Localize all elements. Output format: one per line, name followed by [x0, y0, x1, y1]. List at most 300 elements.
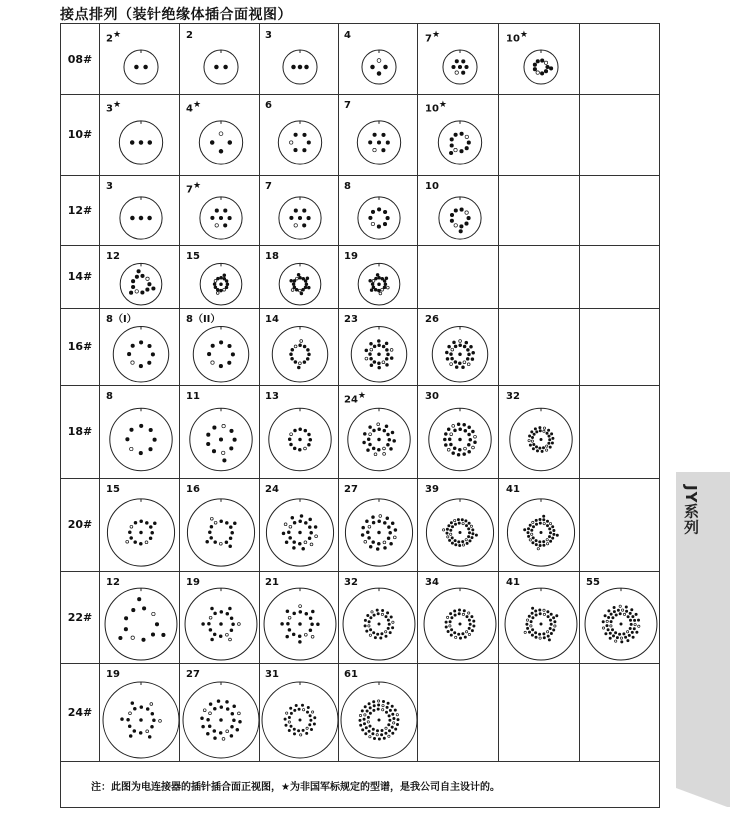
contact-pin: [148, 344, 151, 347]
contact-pin: [528, 615, 530, 617]
contact-pin: [543, 540, 545, 542]
contact-pin: [220, 706, 223, 709]
insert-cell: [418, 175, 499, 245]
contact-pin: [211, 638, 214, 641]
contact-pin: [387, 619, 389, 621]
insert-cell: [337, 175, 418, 245]
contact-pin: [223, 277, 226, 280]
contact-pin: [465, 135, 468, 138]
contact-pin: [474, 435, 477, 438]
insert-face-diagram: [258, 663, 338, 761]
contact-pin: [385, 732, 387, 734]
insert-cell: [337, 245, 418, 308]
insert-cell: [99, 571, 180, 663]
contact-pin: [454, 632, 456, 634]
contact-pin: [454, 224, 457, 227]
contact-pin: [133, 730, 136, 733]
insert-cell: [579, 94, 659, 175]
contact-pin: [299, 531, 302, 534]
contact-pin: [470, 525, 472, 527]
contact-pin: [214, 612, 217, 615]
contact-pin: [554, 621, 556, 623]
insert-face-diagram: [418, 478, 498, 571]
contact-pin: [292, 633, 295, 636]
contact-count: 19: [186, 577, 200, 588]
contact-pin: [393, 717, 395, 719]
contact-pin: [526, 623, 528, 625]
contact-pin: [388, 715, 390, 717]
contact-pin: [365, 727, 367, 729]
contact-pin: [371, 283, 374, 286]
contact-pin: [468, 619, 470, 621]
insert-cell: [258, 308, 339, 385]
contact-pin: [458, 609, 460, 611]
contact-pin: [383, 522, 386, 525]
contact-pin: [450, 529, 452, 531]
insulator-outline: [272, 327, 327, 382]
contact-pin: [372, 521, 375, 524]
insert-face-diagram: [337, 571, 417, 663]
contact-pin: [468, 528, 470, 530]
insert-cell: [418, 385, 499, 478]
contact-pin: [384, 547, 387, 550]
shell-size-label: 12#: [61, 175, 100, 245]
contact-pin: [151, 633, 154, 636]
contact-pin: [208, 622, 211, 625]
contact-pin: [467, 141, 470, 144]
contact-pin: [552, 526, 554, 528]
contact-pin: [529, 444, 531, 446]
contact-pin: [387, 353, 390, 356]
contact-pin: [539, 430, 541, 432]
contact-pin: [149, 448, 152, 451]
contact-pin: [370, 348, 373, 351]
contact-pin: [543, 519, 545, 521]
contact-pin: [552, 537, 554, 539]
contact-pin: [613, 606, 615, 608]
insert-face-diagram: [579, 571, 659, 663]
contact-pin: [390, 357, 393, 360]
contact-pin: [459, 531, 461, 533]
contact-pin: [363, 718, 365, 720]
contact-pin: [366, 710, 368, 712]
contact-count: 19: [344, 251, 358, 262]
contact-pin: [220, 719, 223, 722]
insert-face-diagram: [418, 94, 498, 175]
contact-count: 10: [506, 33, 520, 45]
contact-pin: [389, 531, 392, 534]
contact-pin: [633, 619, 635, 621]
contact-pin: [552, 617, 554, 619]
contact-pin: [449, 621, 451, 623]
contact-pin: [455, 636, 457, 638]
contact-pin: [287, 622, 290, 625]
contact-pin: [377, 542, 380, 545]
contact-pin: [382, 704, 384, 706]
insert-cell: [99, 24, 180, 94]
contact-pin: [223, 274, 226, 277]
insert-cell: [99, 478, 180, 571]
contact-pin: [604, 615, 606, 617]
contact-pin: [548, 639, 550, 641]
contact-pin: [454, 519, 456, 521]
insert-cell: [418, 663, 499, 761]
contact-pin: [610, 625, 612, 627]
insert-cell: [179, 94, 260, 175]
contact-pin: [225, 280, 228, 283]
contact-pin: [468, 433, 471, 436]
contact-pin: [619, 605, 621, 607]
contact-pin: [463, 345, 466, 348]
contact-pin: [295, 288, 298, 291]
contact-pin: [374, 288, 377, 291]
contact-pin: [151, 531, 154, 534]
contact-pin: [536, 71, 539, 74]
contact-count: 21: [265, 577, 279, 588]
contact-pin: [369, 545, 372, 548]
contact-pin: [364, 625, 366, 627]
contact-pin: [468, 450, 471, 453]
contact-pin: [548, 442, 550, 444]
contact-pin: [447, 536, 449, 538]
contact-pin: [378, 353, 381, 356]
contact-count: 18: [265, 251, 279, 262]
contact-pin: [533, 63, 536, 66]
contact-pin: [298, 448, 301, 451]
star-icon: ★: [519, 30, 528, 40]
contact-pin: [229, 526, 232, 529]
insert-face-diagram: [258, 308, 338, 385]
contact-pin: [625, 610, 627, 612]
contact-pin: [226, 612, 229, 615]
shell-size-label: 08#: [61, 24, 100, 94]
contact-pin: [377, 700, 379, 702]
contact-pin: [391, 627, 393, 629]
contact-pin: [231, 353, 234, 356]
contact-pin: [620, 637, 622, 639]
contact-pin: [224, 65, 228, 69]
insulator-outline: [120, 263, 162, 305]
contact-pin: [373, 701, 375, 703]
contact-pin: [458, 448, 461, 451]
contact-pin: [388, 623, 390, 625]
contact-pin: [540, 531, 542, 533]
insert-cell: [579, 245, 659, 308]
contact-pin: [556, 534, 558, 536]
contact-pin: [209, 703, 212, 706]
contact-pin: [464, 447, 467, 450]
contact-pin: [387, 537, 390, 540]
contact-pin: [361, 534, 364, 537]
contact-pin: [531, 612, 533, 614]
contact-pin: [298, 65, 302, 69]
contact-pin: [373, 361, 376, 364]
contact-pin: [458, 65, 461, 68]
contact-pin: [384, 65, 388, 69]
contact-pin: [290, 433, 293, 436]
contact-pin: [228, 141, 232, 145]
insert-cell: [179, 478, 260, 571]
contact-pin: [530, 625, 532, 627]
contact-pin: [293, 521, 296, 524]
contact-pin: [449, 151, 452, 154]
contact-pin: [381, 633, 383, 635]
insert-face-diagram: [418, 308, 498, 385]
contact-pin: [364, 619, 366, 621]
contact-pin: [471, 615, 473, 617]
shell-row: [61, 94, 659, 176]
contact-pin: [307, 216, 310, 219]
contact-pin: [539, 447, 541, 449]
contact-pin: [539, 518, 541, 520]
insert-cell: [337, 663, 418, 761]
contact-pin: [368, 537, 371, 540]
contact-pin: [530, 620, 532, 622]
contact-pin: [306, 732, 308, 734]
contact-pin: [282, 532, 285, 535]
contact-pin: [308, 433, 311, 436]
contact-pin: [382, 361, 385, 364]
contact-pin: [451, 357, 454, 360]
contact-pin: [388, 730, 390, 732]
contact-pin: [310, 543, 313, 546]
contact-pin: [131, 636, 134, 639]
insulator-outline: [278, 121, 321, 164]
contact-pin: [138, 598, 141, 601]
contact-pin: [231, 725, 234, 728]
insert-cell: [499, 94, 580, 175]
insert-cell: [579, 385, 659, 478]
contact-pin: [281, 623, 284, 626]
contact-pin: [385, 425, 388, 428]
contact-pin: [387, 443, 390, 446]
contact-pin: [390, 542, 393, 545]
contact-pin: [532, 521, 534, 523]
contact-pin: [220, 611, 223, 614]
contact-pin: [550, 632, 552, 634]
contact-pin: [546, 432, 548, 434]
contact-pin: [302, 709, 304, 711]
contact-pin: [528, 631, 530, 633]
insert-face-diagram: [258, 385, 338, 478]
contact-pin: [220, 289, 223, 292]
contact-pin: [369, 433, 372, 436]
contact-pin: [556, 615, 558, 617]
contact-pin: [632, 636, 634, 638]
contact-pin: [531, 431, 533, 433]
contact-pin: [553, 629, 555, 631]
contact-pin: [531, 436, 533, 438]
contact-pin: [124, 617, 127, 620]
contact-count: 2: [186, 30, 193, 41]
contact-pin: [450, 138, 453, 141]
contact-pin: [213, 633, 216, 636]
contact-pin: [297, 366, 300, 369]
contact-pin: [219, 732, 222, 735]
contact-pin: [386, 216, 389, 219]
contact-pin: [458, 541, 460, 543]
contact-pin: [149, 428, 152, 431]
contact-pin: [207, 433, 210, 436]
contact-pin: [376, 548, 379, 551]
contact-pin: [211, 361, 214, 364]
contact-pin: [230, 429, 233, 432]
contact-pin: [369, 736, 371, 738]
contact-pin: [311, 623, 314, 626]
contact-pin: [302, 288, 305, 291]
contact-pin: [543, 522, 545, 524]
contact-pin: [373, 345, 376, 348]
contact-pin: [369, 707, 371, 709]
contact-pin: [140, 719, 143, 722]
contact-pin: [220, 623, 223, 626]
contact-pin: [365, 733, 367, 735]
contact-pin: [450, 219, 453, 222]
contact-pin: [458, 613, 460, 615]
contact-count: 3: [106, 181, 113, 192]
contact-pin: [119, 636, 122, 639]
contact-pin: [451, 537, 453, 539]
contact-pin: [298, 708, 300, 710]
contact-pin: [463, 453, 466, 456]
contact-pin: [543, 427, 545, 429]
contact-pin: [552, 437, 554, 439]
contact-pin: [311, 635, 314, 638]
contact-pin: [370, 617, 372, 619]
insert-face-diagram: [99, 571, 179, 663]
contact-pin: [214, 286, 217, 289]
insert-cell: [337, 478, 418, 571]
contact-pin: [294, 209, 297, 212]
contact-pin: [529, 539, 531, 541]
contact-pin: [214, 737, 217, 740]
contact-pin: [364, 706, 366, 708]
insert-face-diagram: [179, 308, 259, 385]
contact-pin: [369, 725, 371, 727]
contact-pin: [383, 210, 386, 213]
contact-pin: [465, 520, 467, 522]
contact-pin: [132, 608, 135, 611]
contact-pin: [303, 361, 306, 364]
contact-pin: [303, 345, 306, 348]
contact-pin: [290, 712, 292, 714]
contact-pin: [384, 283, 387, 286]
contact-pin: [298, 635, 301, 638]
insert-face-diagram: [258, 478, 338, 571]
contact-pin: [317, 623, 320, 626]
contact-pin: [550, 433, 552, 435]
contact-pin: [373, 632, 375, 634]
contact-pin: [388, 724, 390, 726]
contact-pin: [534, 428, 536, 430]
contact-pin: [233, 438, 236, 441]
insert-cell: [499, 663, 580, 761]
insert-cell: [499, 571, 580, 663]
insert-cell: [418, 571, 499, 663]
contact-pin: [380, 734, 382, 736]
shell-size-label: 18#: [61, 385, 100, 478]
contact-pin: [148, 283, 151, 286]
contact-pin: [238, 623, 241, 626]
insert-face-diagram: [337, 175, 417, 245]
contact-pin: [452, 425, 455, 428]
contact-pin: [141, 274, 144, 277]
insert-cell: [418, 308, 499, 385]
contact-pin: [290, 707, 292, 709]
insert-cell: [179, 308, 260, 385]
contact-pin: [231, 712, 234, 715]
contact-count: 13: [265, 391, 279, 402]
insert-cell: [579, 175, 659, 245]
contact-pin: [300, 292, 303, 295]
contact-pin: [613, 610, 615, 612]
contact-pin: [314, 526, 317, 529]
contact-pin: [378, 289, 381, 292]
insert-cell: [258, 245, 339, 308]
insert-cell: [258, 571, 339, 663]
contact-pin: [381, 288, 384, 291]
contact-pin: [623, 633, 625, 635]
contact-pin: [208, 725, 211, 728]
contact-pin: [459, 438, 462, 441]
contact-pin: [294, 133, 297, 136]
contact-pin: [612, 635, 614, 637]
contact-pin: [370, 342, 373, 345]
insert-cell: [499, 245, 580, 308]
contact-pin: [381, 729, 383, 731]
contact-pin: [299, 641, 302, 644]
contact-pin: [304, 541, 307, 544]
contact-pin: [550, 613, 552, 615]
insert-face-diagram: [179, 571, 259, 663]
contact-pin: [534, 632, 536, 634]
contact-pin: [467, 363, 470, 366]
contact-pin: [465, 631, 467, 633]
contact-count: 8: [106, 391, 113, 402]
insert-face-diagram: [337, 663, 417, 761]
contact-pin: [385, 727, 387, 729]
contact-pin: [548, 435, 550, 437]
contact-pin: [460, 132, 463, 135]
contact-pin: [469, 540, 471, 542]
insert-cell: [418, 478, 499, 571]
contact-pin: [369, 634, 371, 636]
contact-pin: [383, 222, 386, 225]
contact-pin: [233, 719, 236, 722]
contact-pin: [219, 341, 222, 344]
contact-pin: [151, 353, 154, 356]
contact-pin: [139, 542, 142, 545]
insulator-outline: [358, 197, 400, 239]
contact-pin: [392, 732, 394, 734]
contact-pin: [529, 524, 531, 526]
contact-pin: [291, 289, 294, 292]
contact-pin: [610, 620, 612, 622]
contact-pin: [373, 705, 375, 707]
contact-count: 14: [265, 314, 279, 325]
contact-pin: [542, 447, 544, 449]
insert-cell: [337, 308, 418, 385]
contact-pin: [284, 718, 286, 720]
contact-pin: [378, 276, 381, 279]
contact-pin: [291, 357, 294, 360]
contact-pin: [444, 444, 447, 447]
contact-pin: [203, 709, 206, 712]
insert-face-diagram: [179, 175, 259, 245]
contact-pin: [543, 609, 545, 611]
contact-pin: [133, 707, 136, 710]
contact-pin: [151, 725, 154, 728]
